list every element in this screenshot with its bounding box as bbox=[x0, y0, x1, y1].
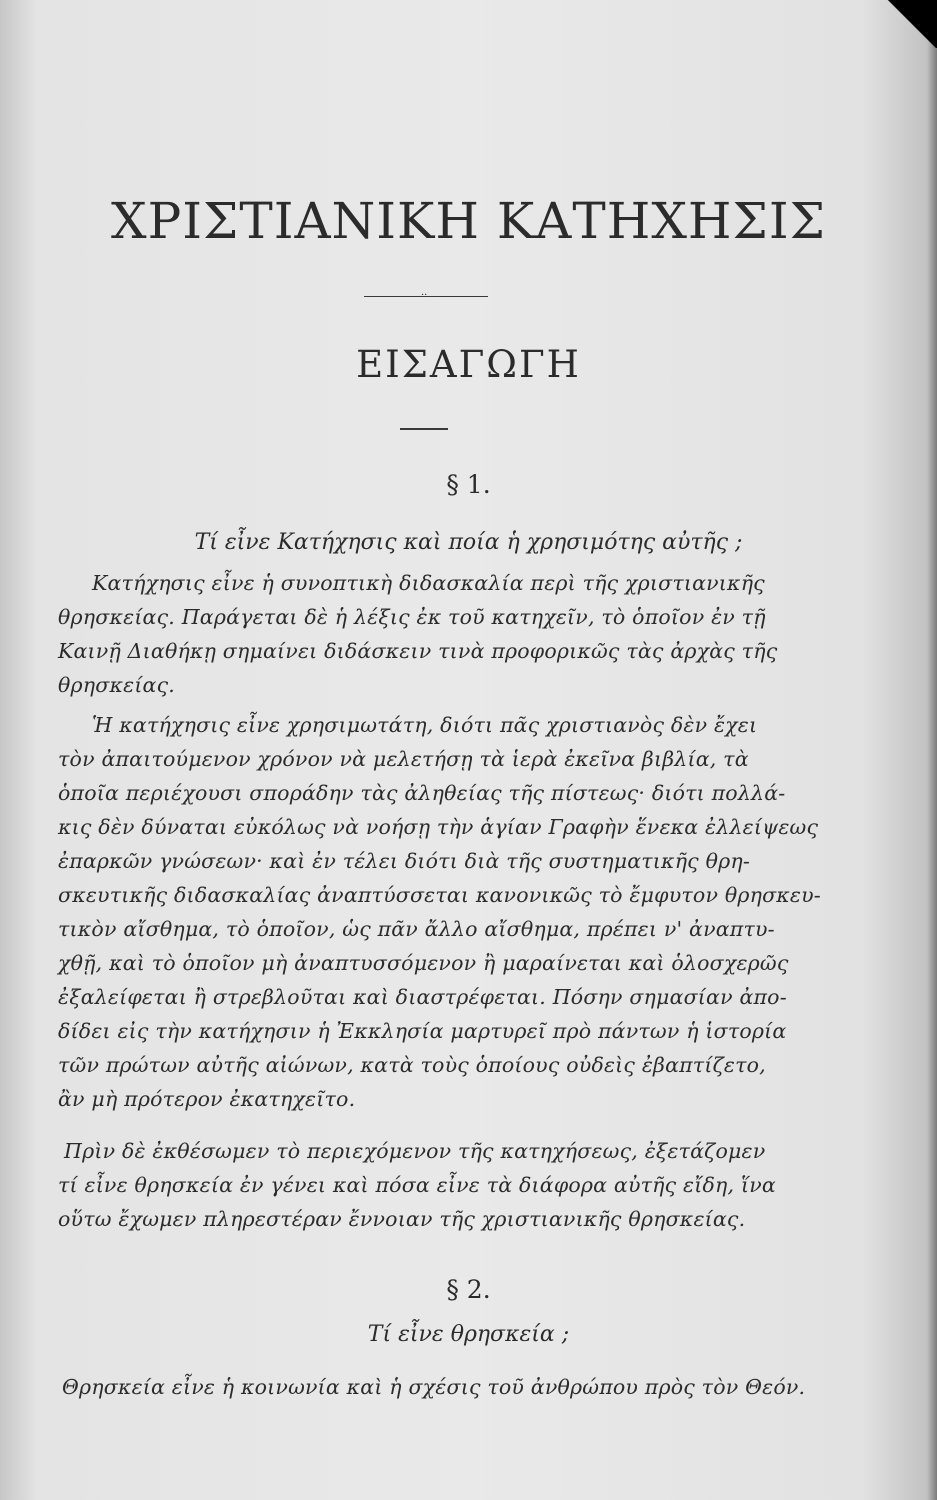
body-line: ἐξαλείφεται ἢ στρεβλοῦται καὶ διαστρέφεται. Πόσην σημασίαν ἀπο- bbox=[58, 985, 787, 1009]
body-line: κις δὲν δύναται εὐκόλως νὰ νοήσῃ τὴν ἁγίαν Γραφὴν ἕνεκα ἐλλείψεως bbox=[58, 815, 819, 839]
body-line: τῶν πρώτων αὐτῆς αἰώνων, κατὰ τοὺς ὁποίους οὐδεὶς ἐβαπτίζετο, bbox=[58, 1053, 766, 1077]
body-line: Πρὶν δὲ ἐκθέσωμεν τὸ περιεχόμενον τῆς κατηχήσεως, ἐξετάζομεν bbox=[64, 1139, 766, 1163]
body-line: θρησκείας. Παράγεται δὲ ἡ λέξις ἐκ τοῦ κατηχεῖν, τὸ ὁποῖον ἐν τῇ bbox=[58, 605, 766, 629]
question-2: Τί εἶνε θρησκεία ; bbox=[367, 1322, 570, 1347]
body-line: Ἡ κατήχησις εἶνε χρησιμωτάτη, διότι πᾶς χριστιανὸς δὲν ἔχει bbox=[92, 713, 758, 737]
body-line: Κατήχησις εἶνε ἡ συνοπτικὴ διδασκαλία περὶ τῆς χριστιανικῆς bbox=[92, 571, 765, 595]
body-line: σκευτικῆς διδασκαλίας ἀναπτύσσεται κανονικῶς τὸ ἔμφυτον θρησκευ- bbox=[58, 883, 821, 907]
body-line: τικὸν αἴσθημα, τὸ ὁποῖον, ὡς πᾶν ἄλλο αἴσθημα, πρέπει ν' ἀναπτυ- bbox=[58, 917, 775, 941]
book-title: ΧΡΙΣΤΙΑΝΙΚΗ ΚΑΤΗΧΗΣΙΣ bbox=[111, 192, 826, 250]
body-line: τί εἶνε θρησκεία ἐν γένει καὶ πόσα εἶνε τὰ διάφορα αὐτῆς εἴδη, ἵνα bbox=[58, 1173, 776, 1197]
body-line: ὁποῖα περιέχουσι σποράδην τὰς ἀληθείας τῆς πίστεως· διότι πολλά- bbox=[58, 781, 786, 805]
paragraph-mark-1: § 1. bbox=[446, 470, 491, 499]
body-line: ἐπαρκῶν γνώσεων· καὶ ἐν τέλει διότι διὰ τῆς συστηματικῆς θρη- bbox=[58, 849, 750, 873]
body-line: δίδει εἰς τὴν κατήχησιν ἡ Ἐκκλησία μαρτυρεῖ πρὸ πάντων ἡ ἱστορία bbox=[58, 1019, 787, 1043]
question-1: Τί εἶνε Κατήχησις καὶ ποία ἡ χρησιμότης αὐτῆς ; bbox=[194, 530, 743, 555]
body-line: Καινῇ Διαθήκῃ σημαίνει διδάσκειν τινὰ προφορικῶς τὰς ἀρχὰς τῆς bbox=[58, 639, 778, 663]
paragraph-mark-2: § 2. bbox=[446, 1275, 491, 1304]
section-title: ΕΙΣΑΓΩΓΗ bbox=[356, 343, 581, 386]
section-divider bbox=[400, 428, 448, 430]
body-line: θρησκείας. bbox=[58, 673, 175, 697]
body-line: ἂν μὴ πρότερον ἐκατηχεῖτο. bbox=[58, 1087, 356, 1111]
body-line: χθῇ, καὶ τὸ ὁποῖον μὴ ἀναπτυσσόμενον ἢ μαραίνεται καὶ ὁλοσχερῶς bbox=[58, 951, 789, 975]
divider-ornament: ·· bbox=[421, 290, 428, 301]
body-line: τὸν ἀπαιτούμενον χρόνον νὰ μελετήσῃ τὰ ἱερὰ ἐκεῖνα βιβλία, τὰ bbox=[58, 747, 749, 771]
body-line: οὕτω ἔχωμεν πληρεστέραν ἔννοιαν τῆς χριστιανικῆς θρησκείας. bbox=[58, 1207, 746, 1231]
body-line: Θρησκεία εἶνε ἡ κοινωνία καὶ ἡ σχέσις τοῦ ἀνθρώπου πρὸς τὸν Θεόν. bbox=[62, 1375, 806, 1399]
